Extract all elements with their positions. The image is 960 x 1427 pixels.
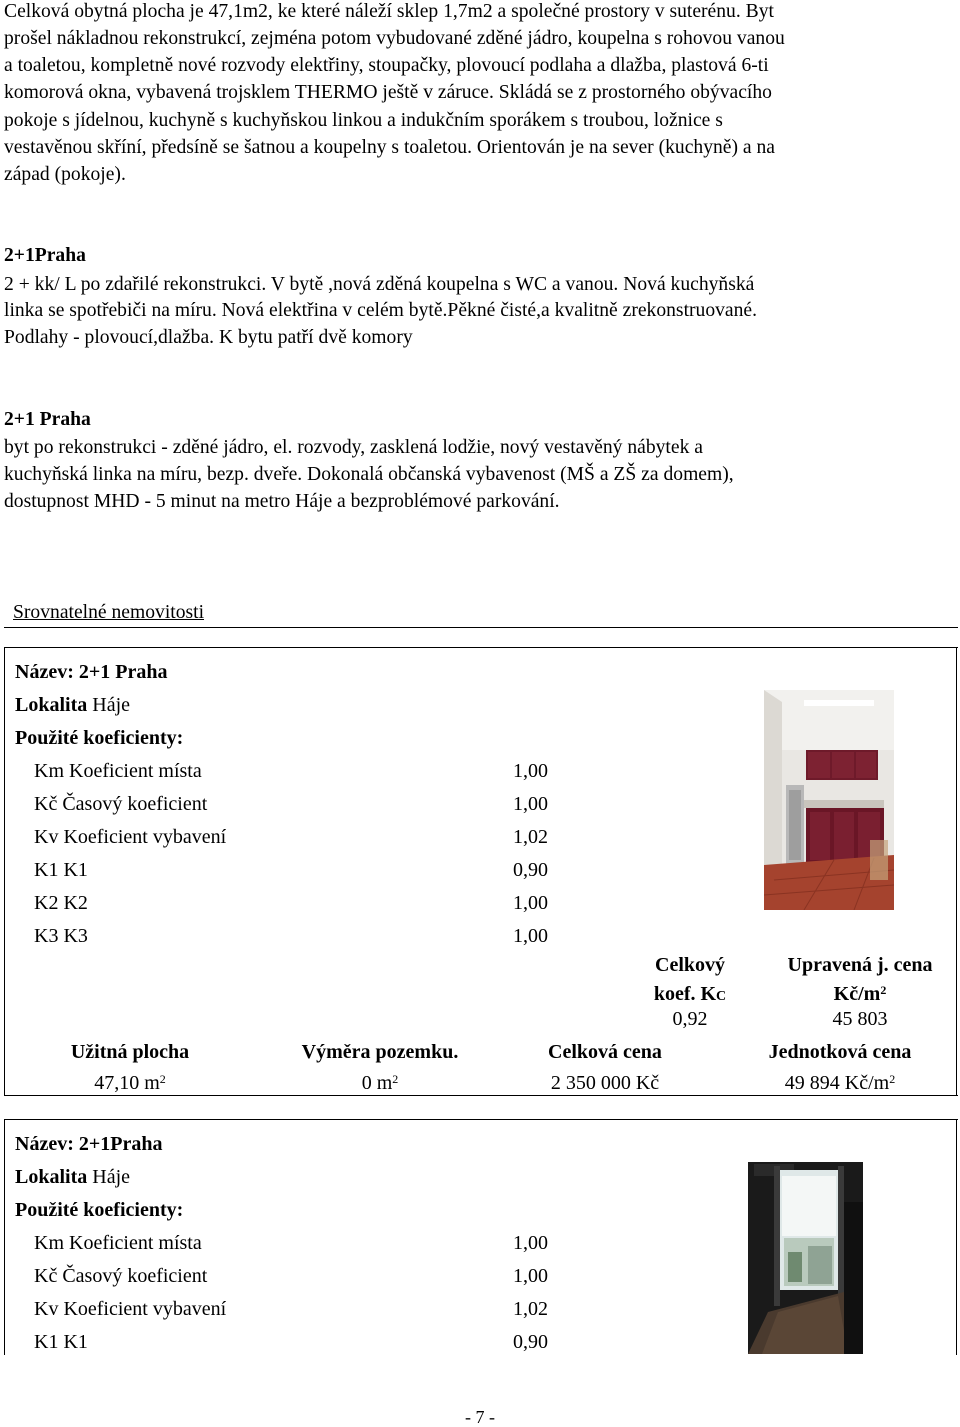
area-sup: 2 — [159, 1072, 166, 1086]
coef-label: K3 K3 — [34, 925, 88, 947]
total-coef-label-text: koef. K — [653, 983, 717, 1005]
coef-heading: Použité koeficienty: — [15, 727, 184, 749]
coef-value: 0,90 — [513, 1331, 548, 1353]
coef-value: 1,00 — [513, 892, 548, 914]
total-coef-label-2 — [630, 982, 750, 1006]
coef-value: 1,02 — [513, 826, 548, 848]
kitchen-photo-image — [764, 690, 894, 910]
coef-label: Kč Časový koeficient — [34, 1265, 208, 1287]
intro-line-part: Skládá se z prostorného obývacího — [493, 82, 772, 103]
coef-label: K1 K1 — [34, 1331, 88, 1353]
listing-title: 2+1Praha — [4, 245, 86, 266]
adjusted-price-value: 45 803 — [832, 1008, 888, 1030]
unit-price-sup: 2 — [889, 1072, 896, 1086]
unit-price-value — [730, 1071, 950, 1095]
coef-label: Km Koeficient místa — [34, 1232, 202, 1254]
card-bottom-border — [4, 1095, 958, 1096]
intro-line-part: komorová okna, vybavená trojsklem THERMO ještě v záruce. — [4, 82, 494, 103]
card-top-border — [4, 1119, 958, 1120]
adjusted-price-label: Upravená j. cena — [787, 954, 933, 976]
section-title: Srovnatelné nemovitosti — [13, 602, 205, 623]
adjusted-price-unit — [760, 982, 960, 1006]
intro-line — [4, 79, 772, 106]
coef-value: 1,00 — [513, 760, 548, 782]
intro-line-part: vestavěnou skříní, předsíně se šatnou a koupelny s toaletou. — [4, 137, 472, 158]
property-name — [15, 1132, 162, 1156]
locality-label: Lokalita — [15, 694, 88, 716]
name-value: 2+1Praha — [78, 1133, 163, 1155]
coef-value: 0,90 — [513, 859, 548, 881]
intro-line: a toaletou, kompletně nové rozvody elektřiny, stoupačky, plovoucí podlaha a dlažba, plastová 6-ti — [4, 55, 769, 76]
coef-value: 1,00 — [513, 925, 548, 947]
area-value — [20, 1071, 240, 1095]
col-header-unit: Jednotková cena — [768, 1041, 912, 1063]
page-number: - 7 - — [465, 1407, 495, 1427]
property-photo-doorway — [748, 1162, 863, 1354]
locality-value: Háje — [92, 694, 131, 716]
land-sup: 2 — [392, 1072, 399, 1086]
total-price-value: 2 350 000 Kč — [550, 1072, 660, 1094]
col-header-area: Užitná plocha — [70, 1041, 190, 1063]
intro-line: prošel nákladnou rekonstrukcí, zejména potom vybudované zděné jádro, koupelna s rohovou vanou — [4, 28, 785, 49]
coef-heading: Použité koeficienty: — [15, 1199, 184, 1221]
coef-value: 1,02 — [513, 1298, 548, 1320]
locality-label: Lokalita — [15, 1166, 88, 1188]
property-locality — [15, 693, 130, 717]
listing-title: 2+1 Praha — [4, 409, 91, 430]
name-value: 2+1 Praha — [78, 661, 168, 683]
area-value-text: 47,10 m — [94, 1072, 160, 1094]
intro-line: Celková obytná plocha je 47,1m2, ke které náleží sklep 1,7m2 a společné prostory v suterénu. Byt — [4, 1, 774, 22]
land-value — [260, 1071, 500, 1095]
intro-line — [4, 134, 775, 161]
total-coef-subscript: C — [716, 989, 727, 1004]
listing-line: byt po rekonstrukci - zděné jádro, el. rozvody, zasklená lodžie, nový vestavěný nábytek a — [4, 437, 703, 458]
coef-value: 1,00 — [513, 793, 548, 815]
coef-label: K2 K2 — [34, 892, 88, 914]
name-label: Název: — [15, 1133, 74, 1155]
listing-line: linka se spotřebiči na míru. Nová elektřina v celém bytě.Pěkné čisté,a kvalitně zrekonstruované. — [4, 300, 758, 321]
col-header-total: Celková cena — [548, 1041, 662, 1063]
coef-value: 1,00 — [513, 1265, 548, 1287]
coef-label: Kč Časový koeficient — [34, 793, 208, 815]
card-left-border — [4, 647, 5, 1095]
property-name — [15, 660, 167, 684]
listing-line: kuchyňská linka na míru, bezp. dveře. Dokonalá občanská vybavenost (MŠ a ZŠ za domem), — [4, 464, 734, 485]
adjusted-price-sup: 2 — [880, 983, 887, 997]
land-value-text: 0 m — [361, 1072, 393, 1094]
intro-line: západ (pokoje). — [4, 164, 126, 185]
coef-label: Kv Koeficient vybavení — [34, 1298, 227, 1320]
coef-label: Km Koeficient místa — [34, 760, 202, 782]
card-top-border — [4, 647, 958, 648]
name-label: Název: — [15, 661, 74, 683]
listing-line: Podlahy - plovoucí,dlažba. K bytu patří dvě komory — [4, 327, 413, 348]
unit-price-text: 49 894 Kč/m — [784, 1072, 890, 1094]
intro-line-part: Orientován je na sever (kuchyně) a na — [471, 137, 776, 158]
coef-label: K1 K1 — [34, 859, 88, 881]
locality-value: Háje — [92, 1166, 131, 1188]
property-locality — [15, 1165, 130, 1189]
section-rule — [4, 627, 958, 628]
intro-line: pokoje s jídelnou, kuchyně s kuchyňskou linkou a indukčním sporákem s troubou, ložnice s — [4, 110, 723, 131]
property-photo-kitchen — [764, 690, 894, 910]
coef-value: 1,00 — [513, 1232, 548, 1254]
card-right-border — [956, 1119, 957, 1355]
listing-line: dostupnost MHD - 5 minut na metro Háje a bezproblémové parkování. — [4, 491, 560, 512]
total-coef-label: Celkový — [655, 954, 725, 976]
adjusted-price-unit-text: Kč/m — [833, 983, 881, 1005]
doorway-photo-image — [748, 1162, 863, 1354]
total-coef-value: 0,92 — [672, 1008, 708, 1030]
col-header-land: Výměra pozemku. — [301, 1041, 459, 1063]
listing-line: 2 + kk/ L po zdařilé rekonstrukci. V bytě ,nová zděná koupelna s WC a vanou. Nová kuchyňská — [4, 274, 755, 295]
coef-label: Kv Koeficient vybavení — [34, 826, 227, 848]
card-left-border — [4, 1119, 5, 1355]
